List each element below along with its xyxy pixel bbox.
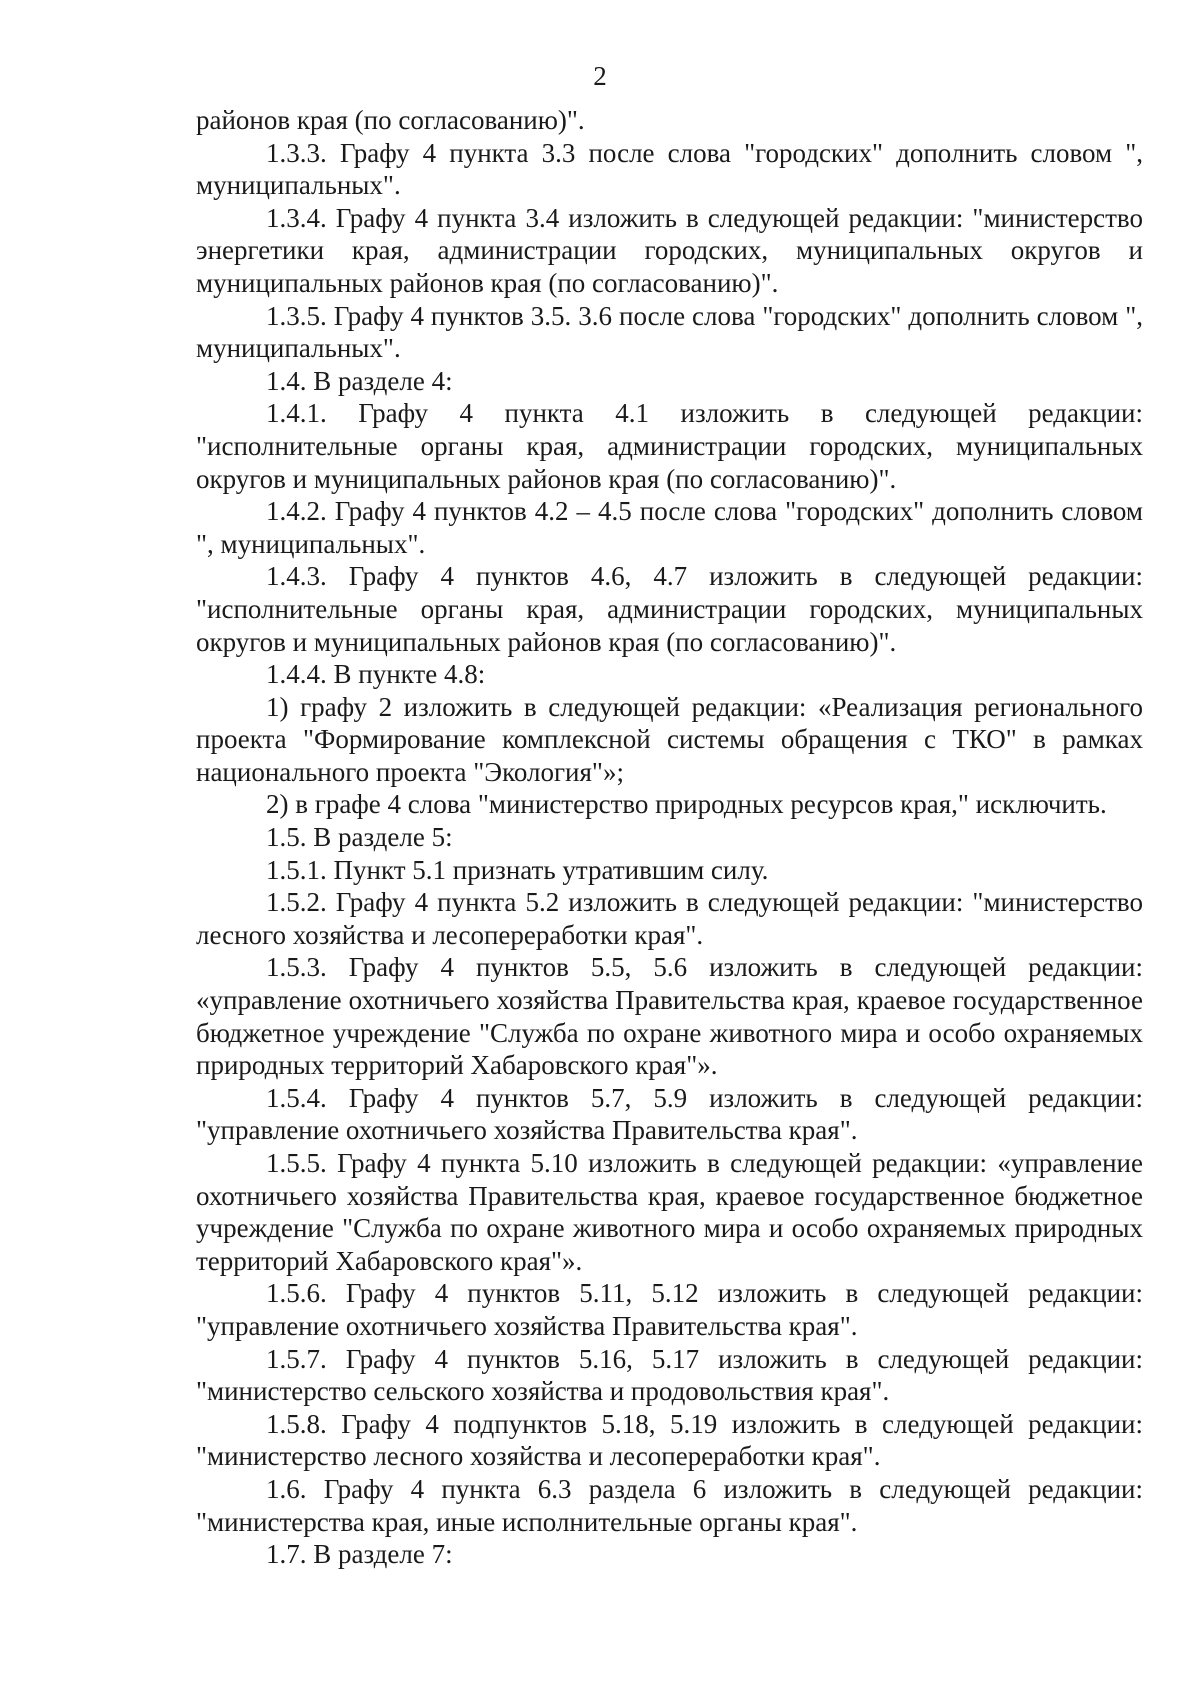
paragraph: 1.7. В разделе 7: bbox=[266, 1539, 453, 1570]
paragraph: 1.4.4. В пункте 4.8: bbox=[266, 659, 486, 690]
paragraph: 1.3.3. Графу 4 пункта 3.3 после слова "городских" дополнить словом ", муниципальных". bbox=[196, 137, 1143, 201]
paragraph: 1.5.3. Графу 4 пунктов 5.5, 5.6 изложить в следующей редакции: «управление охотничьего хозяйства Правительства края, краевое государственное бюджетное учреждение "Служба по охране животного мира и особо охраняемых природных территорий Хабаровского края"». bbox=[196, 952, 1143, 1081]
paragraph: 1.5.8. Графу 4 подпунктов 5.18, 5.19 изложить в следующей редакции: "министерство лесного хозяйства и лесопереработки края". bbox=[196, 1408, 1143, 1472]
paragraph: 1.4.3. Графу 4 пунктов 4.6, 4.7 изложить в следующей редакции: "исполнительные органы края, администрации городских, муниципальных округов и муниципальных районов края (по согласованию)". bbox=[196, 561, 1143, 657]
document-body bbox=[196, 104, 1143, 1571]
paragraph: 1.5. В разделе 5: bbox=[266, 822, 453, 853]
paragraph: 1.3.5. Графу 4 пунктов 3.5. 3.6 после слова "городских" дополнить словом ", муниципальных". bbox=[196, 300, 1143, 364]
paragraph: районов края (по согласованию)". bbox=[196, 105, 585, 135]
page-number: 2 bbox=[593, 61, 607, 91]
paragraph: 1.5.1. Пункт 5.1 признать утратившим силу. bbox=[266, 854, 769, 885]
paragraph: 1.5.5. Графу 4 пункта 5.10 изложить в следующей редакции: «управление охотничьего хозяйства Правительства края, краевое государственное бюджетное учреждение "Служба по охране животного мира и особо охраняемых природных территорий Хабаровского края"». bbox=[196, 1148, 1143, 1276]
paragraph: 1.5.2. Графу 4 пункта 5.2 изложить в следующей редакции: "министерство лесного хозяйства и лесопереработки края". bbox=[196, 887, 1143, 950]
paragraph: 1.5.4. Графу 4 пунктов 5.7, 5.9 изложить в следующей редакции: "управление охотничьего хозяйства Правительства края". bbox=[196, 1082, 1143, 1146]
paragraph: 1) графу 2 изложить в следующей редакции: «Реализация регионального проекта "Формирование комплексной системы обращения с ТКО" в рамках национального проекта "Экология"»; bbox=[196, 691, 1143, 787]
paragraph: 1.5.7. Графу 4 пунктов 5.16, 5.17 изложить в следующей редакции: "министерство сельского хозяйства и продовольствия края". bbox=[196, 1343, 1143, 1407]
paragraph: 2) в графе 4 слова "министерство природных ресурсов края," исключить. bbox=[266, 789, 1107, 820]
paragraph: 1.4.1. Графу 4 пункта 4.1 изложить в следующей редакции: "исполнительные органы края, администрации городских, муниципальных округов и муниципальных районов края (по согласованию)". bbox=[196, 398, 1143, 494]
paragraph: 1.6. Графу 4 пункта 6.3 раздела 6 изложить в следующей редакции: "министерства края, иные исполнительные органы края". bbox=[196, 1473, 1143, 1537]
paragraph: 1.4.2. Графу 4 пунктов 4.2 – 4.5 после слова "городских" дополнить словом ", муниципальных". bbox=[196, 496, 1143, 559]
paragraph: 1.3.4. Графу 4 пункта 3.4 изложить в следующей редакции: "министерство энергетики края, администрации городских, муниципальных округов и муниципальных районов края (по согласованию)". bbox=[196, 202, 1143, 298]
paragraph: 1.5.6. Графу 4 пунктов 5.11, 5.12 изложить в следующей редакции: "управление охотничьего хозяйства Правительства края". bbox=[196, 1278, 1143, 1341]
paragraph: 1.4. В разделе 4: bbox=[266, 365, 453, 396]
